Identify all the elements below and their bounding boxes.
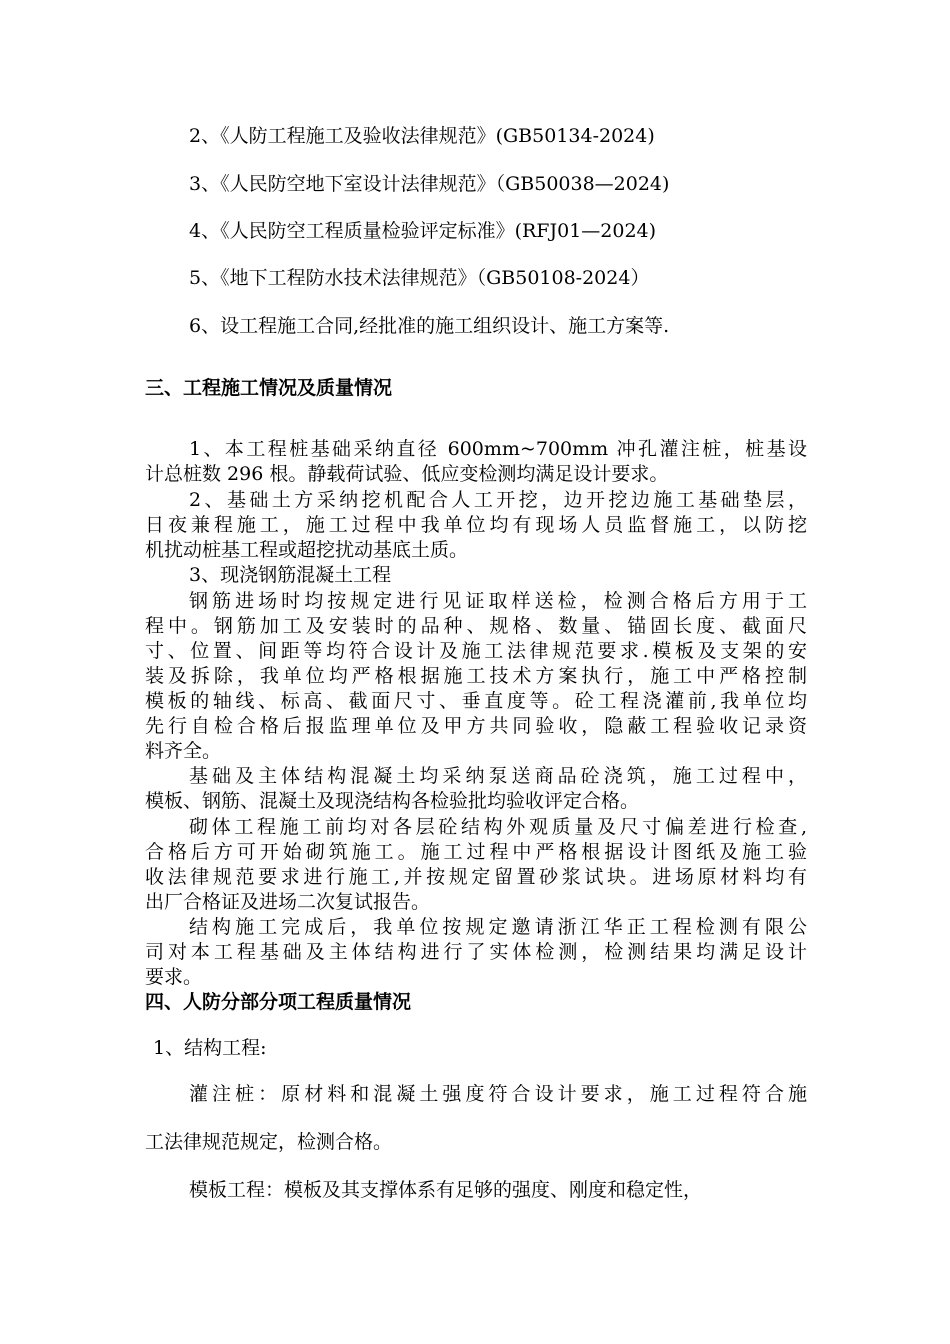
section-heading-4: 四、人防分部分项工程质量情况: [145, 991, 412, 1013]
paragraph-line: 先行自检合格后报监理单位及甲方共同验收，隐蔽工程验收记录资: [145, 715, 807, 737]
paragraph-line: 灌注桩：原材料和混凝土强度符合设计要求，施工过程符合施: [189, 1083, 807, 1105]
paragraph-line: 料齐全。: [145, 740, 222, 762]
reference-item: 4、《人民防空工程质量检验评定标准》(RFJ01—2024): [189, 220, 657, 242]
paragraph-line: 要求。: [145, 966, 203, 988]
reference-item: 5、《地下工程防水技术法律规范》（GB50108-2024）: [189, 267, 650, 289]
paragraph-line: 收法律规范要求进行施工,并按规定留置砂浆试块。进场原材料均有: [145, 866, 807, 888]
paragraph-line: 模板的轴线、标高、截面尺寸、垂直度等。砼工程浇灌前,我单位均: [145, 690, 807, 712]
paragraph-line: 寸、位置、间距等均符合设计及施工法律规范要求.模板及支架的安: [145, 640, 807, 662]
reference-item: 3、《人民防空地下室设计法律规范》（GB50038—2024): [189, 173, 670, 195]
paragraph-line: 砌体工程施工前均对各层砼结构外观质量及尺寸偏差进行检查,: [189, 816, 807, 838]
paragraph-line: 1、本工程桩基础采纳直径 600mm~700mm 冲孔灌注桩，桩基设: [189, 438, 807, 460]
paragraph-line: 1、结构工程:: [153, 1037, 267, 1059]
paragraph-line: 钢筋进场时均按规定进行见证取样送检，检测合格后方用于工: [189, 590, 807, 612]
reference-item: 6、设工程施工合同,经批准的施工组织设计、施工方案等.: [189, 315, 670, 337]
paragraph-line: 模板工程：模板及其支撑体系有足够的强度、刚度和稳定性，: [189, 1179, 703, 1201]
section-heading-3: 三、工程施工情况及质量情况: [145, 377, 393, 399]
paragraph-line: 2、基础土方采纳挖机配合人工开挖，边开挖边施工基础垫层，: [189, 489, 807, 511]
paragraph-line: 日夜兼程施工，施工过程中我单位均有现场人员监督施工，以防挖: [145, 514, 807, 536]
paragraph-line: 程中。钢筋加工及安装时的品种、规格、数量、锚固长度、截面尺: [145, 615, 807, 637]
paragraph-line: 工法律规范规定，检测合格。: [145, 1131, 393, 1153]
paragraph-line: 机扰动桩基工程或超挖扰动基底土质。: [145, 539, 469, 561]
paragraph-line: 模板、钢筋、混凝土及现浇结构各检验批均验收评定合格。: [145, 790, 640, 812]
paragraph-line: 计总桩数 296 根。静载荷试验、低应变检测均满足设计要求。: [145, 463, 669, 485]
paragraph-line: 合格后方可开始砌筑施工。施工过程中严格根据设计图纸及施工验: [145, 841, 807, 863]
paragraph-line: 3、现浇钢筋混凝土工程: [189, 564, 392, 586]
reference-item: 2、《人防工程施工及验收法律规范》(GB50134-2024): [189, 125, 655, 147]
paragraph-line: 司对本工程基础及主体结构进行了实体检测，检测结果均满足设计: [145, 941, 807, 963]
paragraph-line: 结构施工完成后，我单位按规定邀请浙江华正工程检测有限公: [189, 916, 807, 938]
paragraph-line: 出厂合格证及进场二次复试报告。: [145, 891, 431, 913]
paragraph-line: 基础及主体结构混凝土均采纳泵送商品砼浇筑，施工过程中，: [189, 765, 807, 787]
paragraph-line: 装及拆除，我单位均严格根据施工技术方案执行，施工中严格控制: [145, 665, 807, 687]
